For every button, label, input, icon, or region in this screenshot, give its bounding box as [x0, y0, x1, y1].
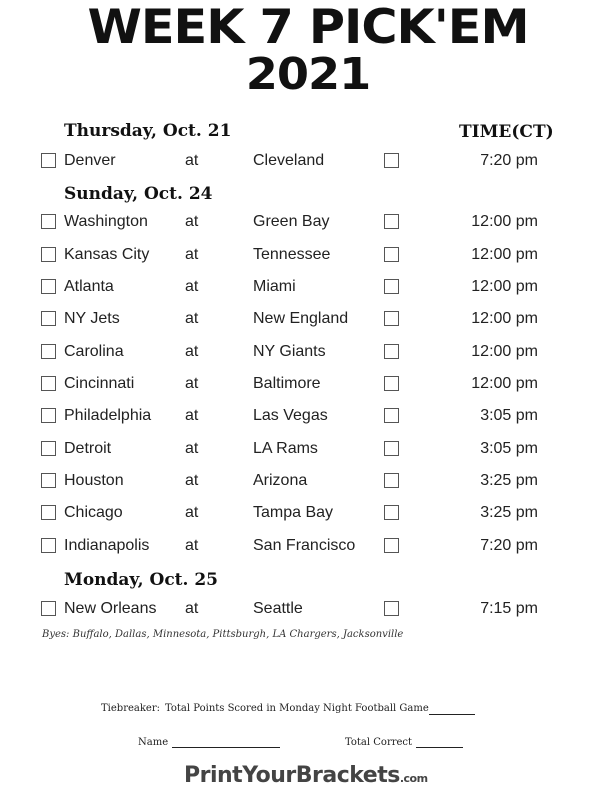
away-team: Detroit [64, 440, 112, 457]
game-row [0, 149, 616, 173]
game-time: 7:20 pm [480, 152, 538, 169]
game-row [0, 307, 616, 331]
at-label: at [185, 440, 199, 457]
away-pick-checkbox[interactable] [41, 376, 56, 391]
home-team: Baltimore [253, 375, 321, 392]
away-pick-checkbox[interactable] [41, 538, 56, 553]
away-pick-checkbox[interactable] [41, 505, 56, 520]
home-team: Las Vegas [253, 407, 328, 424]
away-team: Indianapolis [64, 537, 150, 554]
total-correct-label: Total Correct [345, 737, 413, 748]
game-row [0, 372, 616, 396]
game-time: 12:00 pm [471, 246, 538, 263]
total-correct-answer-line[interactable] [416, 747, 463, 748]
away-pick-checkbox[interactable] [41, 214, 56, 229]
away-pick-checkbox[interactable] [41, 311, 56, 326]
day-heading: Monday, Oct. 25 [64, 570, 219, 590]
game-time: 3:25 pm [480, 504, 538, 521]
game-time: 12:00 pm [471, 310, 538, 327]
game-row [0, 243, 616, 267]
tiebreaker-answer-line[interactable] [429, 714, 475, 715]
home-pick-checkbox[interactable] [384, 473, 399, 488]
home-team: New England [253, 310, 349, 327]
away-team: Chicago [64, 504, 123, 521]
home-pick-checkbox[interactable] [384, 376, 399, 391]
game-time: 12:00 pm [471, 343, 538, 360]
name-answer-line[interactable] [172, 747, 280, 748]
away-team: Philadelphia [64, 407, 152, 424]
home-team: Tennessee [253, 246, 331, 263]
home-pick-checkbox[interactable] [384, 247, 399, 262]
brand-suffix: .com [399, 772, 428, 785]
day-heading: Sunday, Oct. 24 [64, 184, 213, 204]
page-title: WEEK 7 PICK'EM [87, 0, 529, 55]
home-team: Seattle [253, 600, 303, 617]
away-team: Cincinnati [64, 375, 135, 392]
game-row [0, 340, 616, 364]
home-pick-checkbox[interactable] [384, 441, 399, 456]
home-pick-checkbox[interactable] [384, 311, 399, 326]
time-column-heading: TIME(CT) [459, 122, 554, 142]
game-time: 3:05 pm [480, 440, 538, 457]
away-team: Washington [64, 213, 148, 230]
home-team: Arizona [253, 472, 308, 489]
page-subtitle-year: 2021 [245, 49, 371, 100]
game-row [0, 597, 616, 621]
away-pick-checkbox[interactable] [41, 473, 56, 488]
game-row [0, 534, 616, 558]
at-label: at [185, 472, 199, 489]
game-row [0, 404, 616, 428]
home-team: Cleveland [253, 152, 325, 169]
home-pick-checkbox[interactable] [384, 214, 399, 229]
byes-note: Byes: Buffalo, Dallas, Minnesota, Pittsburgh, LA Chargers, Jacksonville [42, 629, 404, 640]
at-label: at [185, 600, 199, 617]
away-team: New Orleans [64, 600, 157, 617]
away-pick-checkbox[interactable] [41, 408, 56, 423]
away-team: Denver [64, 152, 116, 169]
game-time: 12:00 pm [471, 213, 538, 230]
game-time: 7:20 pm [480, 537, 538, 554]
at-label: at [185, 278, 199, 295]
away-pick-checkbox[interactable] [41, 441, 56, 456]
home-team: San Francisco [253, 537, 356, 554]
at-label: at [185, 246, 199, 263]
game-time: 7:15 pm [480, 600, 538, 617]
brand-logo [184, 763, 428, 788]
at-label: at [185, 537, 199, 554]
home-team: Miami [253, 278, 296, 295]
home-team: LA Rams [253, 440, 318, 457]
away-pick-checkbox[interactable] [41, 279, 56, 294]
day-heading: Thursday, Oct. 21 [64, 121, 232, 141]
game-row [0, 210, 616, 234]
home-team: NY Giants [253, 343, 326, 360]
home-pick-checkbox[interactable] [384, 408, 399, 423]
name-label: Name [138, 737, 169, 748]
home-pick-checkbox[interactable] [384, 601, 399, 616]
away-team: Atlanta [64, 278, 114, 295]
brand-name: PrintYourBrackets [184, 763, 400, 788]
at-label: at [185, 343, 199, 360]
away-pick-checkbox[interactable] [41, 247, 56, 262]
at-label: at [185, 152, 199, 169]
away-team: Carolina [64, 343, 124, 360]
at-label: at [185, 213, 199, 230]
away-pick-checkbox[interactable] [41, 344, 56, 359]
at-label: at [185, 504, 199, 521]
game-row [0, 275, 616, 299]
away-team: Kansas City [64, 246, 150, 263]
at-label: at [185, 375, 199, 392]
tiebreaker-text: Total Points Scored in Monday Night Football Game [165, 703, 429, 714]
game-row [0, 437, 616, 461]
home-pick-checkbox[interactable] [384, 279, 399, 294]
home-team: Tampa Bay [253, 504, 334, 521]
away-pick-checkbox[interactable] [41, 601, 56, 616]
at-label: at [185, 407, 199, 424]
game-row [0, 501, 616, 525]
home-pick-checkbox[interactable] [384, 538, 399, 553]
tiebreaker-label: Tiebreaker: [101, 703, 160, 714]
game-time: 3:05 pm [480, 407, 538, 424]
home-pick-checkbox[interactable] [384, 344, 399, 359]
game-time: 3:25 pm [480, 472, 538, 489]
home-pick-checkbox[interactable] [384, 505, 399, 520]
home-pick-checkbox[interactable] [384, 153, 399, 168]
at-label: at [185, 310, 199, 327]
home-team: Green Bay [253, 213, 330, 230]
away-pick-checkbox[interactable] [41, 153, 56, 168]
game-row [0, 469, 616, 493]
away-team: Houston [64, 472, 124, 489]
away-team: NY Jets [64, 310, 120, 327]
game-time: 12:00 pm [471, 375, 538, 392]
game-time: 12:00 pm [471, 278, 538, 295]
